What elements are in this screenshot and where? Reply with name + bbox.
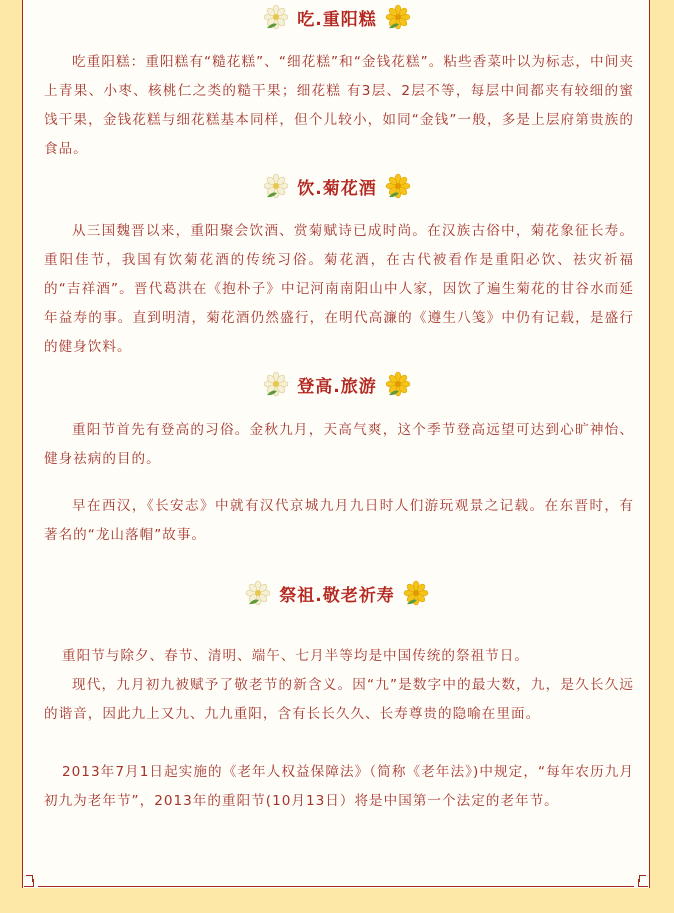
paragraph: 从三国魏晋以来，重阳聚会饮酒、赏菊赋诗已成时尚。在汉族古俗中，菊花象征长寿。重阳佳节，我国有饮菊花酒的传统习俗。菊花酒，在古代被看作是重阳必饮、祛灾祈福的“吉祥酒”。晋代葛洪在《抱朴子》中记河南南阳山中人家，因饮了遍生菊花的甘谷水而延年益寿的事。直到明清，菊花酒仍然盛行，在明代高濂的《遵生八笺》中仍有记载，是盛行的健身饮料。 — [44, 223, 634, 355]
chrysanthemum-white-icon — [245, 580, 271, 606]
section-title: 吃.重阳糕 — [297, 9, 377, 30]
paragraph: 吃重阳糕：重阳糕有“糙花糕”、“细花糕”和“金钱花糕”。粘些香菜叶以为标志，中间夹上青果、小枣、核桃仁之类的糙干果；细花糕 有3层、2层不等，每层中间都夹有较细的蜜饯干果，金钱花糕与细花糕基本同样，但个儿较小，如同“金钱”一般，多是上层府第贵族的食品。 — [44, 54, 634, 157]
corner-ornament-left — [24, 879, 34, 887]
chrysanthemum-yellow-icon — [385, 371, 411, 397]
chrysanthemum-white-icon — [263, 371, 289, 397]
paragraph: 现代，九月初九被赋予了敬老节的新含义。因“九”是数字中的最大数，九，是久长久远的谐音，因此九上又九、九九重阳，含有长长久久、长寿尊贵的隐喻在里面。 — [44, 677, 634, 722]
section-heading-chongyang-cake — [0, 2, 674, 32]
card-bottom-border — [38, 886, 634, 887]
section-title: 饮.菊花酒 — [297, 178, 377, 199]
chrysanthemum-yellow-icon — [385, 173, 411, 199]
paragraph: 重阳节与除夕、春节、清明、端午、七月半等均是中国传统的祭祖节日。 — [62, 648, 529, 664]
section-heading-climbing — [0, 369, 674, 399]
chrysanthemum-yellow-icon — [385, 4, 411, 30]
chrysanthemum-white-icon — [263, 4, 289, 30]
section-title: 祭祖.敬老祈寿 — [279, 585, 395, 606]
paragraph: 2013年7月1日起实施的《老年人权益保障法》（简称《老年法》)中规定，“每年农历九月初九为老年节”，2013年的重阳节(10月13日）将是中国第一个法定的老年节。 — [44, 764, 634, 809]
section-heading-chrysanthemum-wine — [0, 171, 674, 201]
chrysanthemum-yellow-icon — [403, 580, 429, 606]
paragraph: 重阳节首先有登高的习俗。金秋九月，天高气爽，这个季节登高远望可达到心旷神怡、健身祛病的目的。 — [44, 422, 634, 467]
chrysanthemum-white-icon — [263, 173, 289, 199]
section-title: 登高.旅游 — [297, 376, 377, 397]
section-heading-ancestor-worship — [0, 578, 674, 608]
corner-ornament-right — [638, 879, 648, 887]
paragraph: 早在西汉，《长安志》中就有汉代京城九月九日时人们游玩观景之记载。在东晋时，有著名的“龙山落帽”故事。 — [44, 498, 634, 543]
